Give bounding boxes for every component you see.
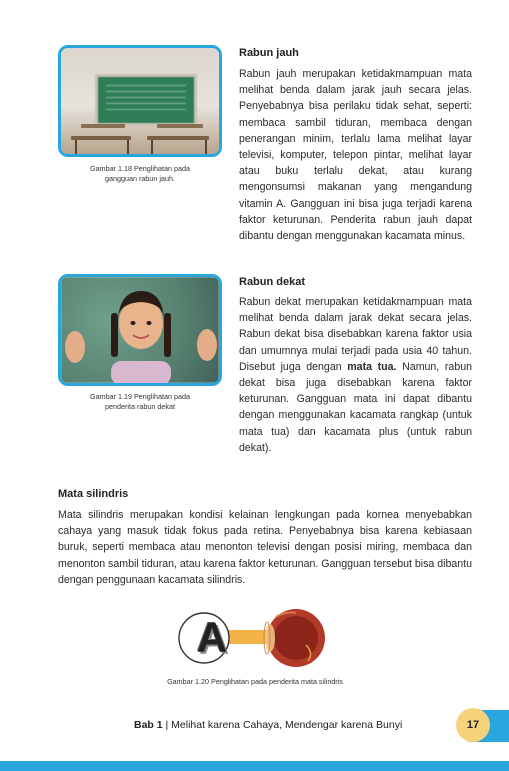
rabun-dekat-text-1: Rabun dekat merupakan ketidakmampuan mata melihat benda dalam jarak dekat secara jelas. Rabun dekat bisa disebabkan karena faktor usia dan umumnya mulai terjadi pada usia 40 tahun. Disebut juga dengan bbox=[239, 296, 472, 373]
girl-illustration bbox=[61, 277, 219, 383]
rabun-dekat-heading: Rabun dekat bbox=[239, 276, 306, 288]
rabun-jauh-paragraph: Rabun jauh merupakan ketidakmampuan mata melihat benda dalam jarak jauh secara jelas. Penyebabnya bisa perilaku tidak sehat, seperti: membaca sambil tiduran, membaca dengan penerangan minim, terlalu lama melihat layar televisi, komputer, telepon pintar, melihat layar atau buku terlalu dekat, atau kurang mengonsumsi makanan yang mengandung vitamin A. Gangguan ini bisa juga terjadi karena faktor keturunan. Penderita rabun jauh dapat dibantu dengan menggunakan kacamata minus. bbox=[239, 68, 472, 243]
figure-1-19-photo bbox=[58, 274, 222, 386]
rabun-dekat-bold-term: mata tua. bbox=[347, 360, 397, 373]
figure-1-20-caption: Gambar 1.20 Penglihatan pada penderita mata silindris bbox=[167, 677, 343, 686]
footer-bar bbox=[0, 761, 509, 771]
footer-separator: | bbox=[162, 719, 172, 731]
mata-silindris-paragraph: Mata silindris merupakan kondisi kelainan lengkungan pada kornea menyebabkan cahaya yang masuk tidak fokus pada retina. Penyebabnya bisa karena kebiasaan buruk, seperti membaca atau menonton televisi dengan posisi miring, membaca dan menonton sambil tiduran, atau karena faktor keturunan. Gangguan tersebut bisa dibantu dengan penggunaan kacamata silindris. bbox=[58, 509, 473, 586]
mata-silindris-heading: Mata silindris bbox=[58, 488, 129, 500]
footer-chapter-info bbox=[134, 719, 402, 731]
caption-line: Gambar 1.18 Penglihatan pada bbox=[90, 164, 190, 173]
page-number-badge bbox=[456, 708, 490, 742]
rabun-jauh-heading: Rabun jauh bbox=[239, 47, 299, 59]
rabun-dekat-paragraph bbox=[239, 294, 472, 456]
footer-chapter-title: Melihat karena Cahaya, Mendengar karena Bunyi bbox=[171, 719, 403, 731]
blackboard bbox=[95, 74, 197, 126]
blurred-letter-a: A bbox=[196, 614, 228, 661]
caption-line: Gambar 1.19 Penglihatan pada bbox=[90, 392, 190, 401]
figure-1-19-caption bbox=[58, 392, 222, 412]
figure-1-18-photo bbox=[58, 45, 222, 157]
eye-icon bbox=[264, 609, 325, 667]
page-number: 17 bbox=[466, 719, 480, 731]
caption-line: gangguan rabun jauh. bbox=[105, 174, 175, 183]
figure-1-18-caption bbox=[58, 164, 222, 184]
footer-chapter-number: Bab 1 bbox=[134, 719, 163, 731]
caption-line: penderita rabun dekat bbox=[105, 402, 175, 411]
rabun-dekat-text-2: Namun, rabun dekat bisa juga disebabkan karena faktor keturunan. Gangguan mata ini dapat dibantu dengan menggunakan kacamata rangkap (untuk mata tua) dan kacamata plus (untuk rabun dekat). bbox=[239, 360, 472, 454]
